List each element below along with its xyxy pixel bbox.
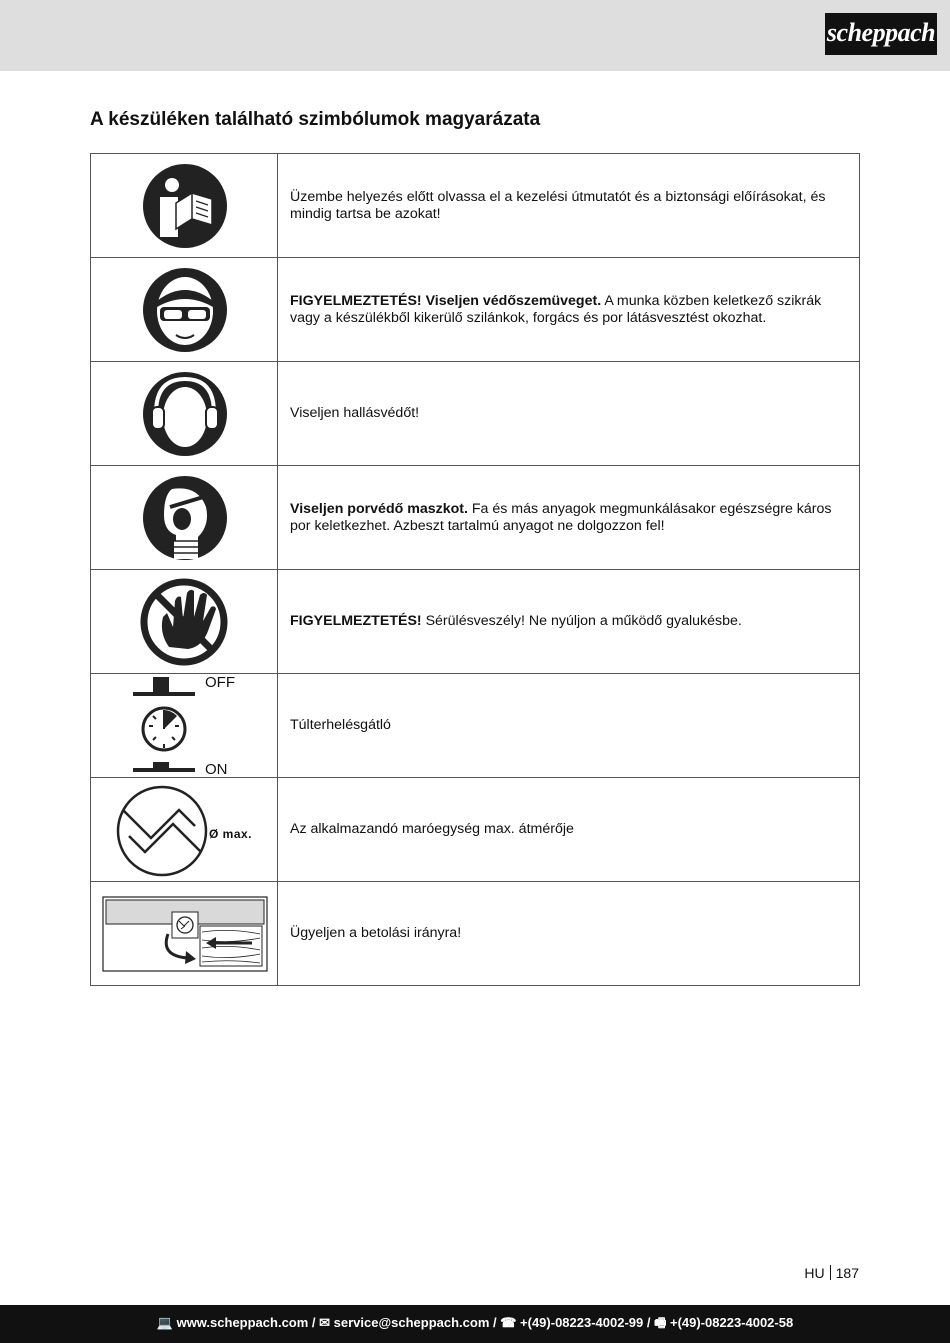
- symbol-table: [90, 153, 860, 986]
- table-row: [91, 154, 860, 258]
- page-title: A készüléken található szimbólumok magyarázata: [90, 109, 541, 130]
- row-1-text: Üzembe helyezés előtt olvassa el a kezelési útmutatót és a biztonsági előírásokat, és mindig tartsa be azokat!: [290, 188, 826, 222]
- row-2-text: A munka közben keletkező szikrák vagy a készülékből kikerülő szilánkok, forgács és por látásvesztést okozhat.: [290, 292, 822, 326]
- table-row: [91, 882, 860, 986]
- table-row: [91, 570, 860, 674]
- table-row: [91, 362, 860, 466]
- table-row: [91, 778, 860, 882]
- dmax-label: Ø max.: [209, 827, 253, 841]
- header-bar: [0, 0, 950, 71]
- safety-goggles-icon: [142, 267, 228, 353]
- row-2-bold: FIGYELMEZTETÉS! Viseljen védőszemüveget.: [290, 292, 602, 309]
- row-3-text: Viseljen hallásvédőt!: [290, 405, 420, 421]
- row-6-text: Túlterhelésgátló: [290, 717, 391, 733]
- row-4-text: Fa és más anyagok megmunkálásakor egészségre káros por keletkezhet. Azbeszt tartalmú anyagot ne dolgozzon fel!: [290, 500, 832, 534]
- footer-contact-text: 💻 www.scheppach.com / ✉ service@scheppach.com / ☎ +(49)-08223-4002-99 / 🖷 +(49)-08223-4002-58: [156, 1315, 794, 1330]
- ear-protection-icon: [142, 371, 228, 457]
- read-manual-icon: [142, 163, 228, 249]
- row-5-bold: FIGYELMEZTETÉS!: [290, 613, 422, 629]
- row-5-text: Sérülésveszély! Ne nyúljon a működő gyalukésbe.: [421, 613, 742, 629]
- overload-protection-icon: [131, 674, 201, 778]
- table-row: [91, 466, 860, 570]
- row-8-text: Ügyeljen a betolási irányra!: [290, 925, 462, 941]
- brand-logo: scheppach: [825, 13, 937, 55]
- page-lang: HU: [804, 1265, 825, 1281]
- dust-mask-icon: [142, 475, 228, 561]
- page-separator: [830, 1265, 831, 1280]
- table-row: [91, 674, 860, 778]
- off-label: OFF: [205, 674, 235, 691]
- footer-bar: [0, 1305, 950, 1343]
- on-label: ON: [205, 761, 228, 778]
- row-4-bold: Viseljen porvédő maszkot.: [290, 500, 468, 517]
- row-7-text: Az alkalmazandó maróegység max. átmérője: [290, 821, 574, 837]
- cutter-diameter-icon: [115, 784, 209, 878]
- table-row: [91, 258, 860, 362]
- feed-direction-icon: [102, 896, 268, 972]
- page-number: [804, 1265, 859, 1281]
- page-number-value: 187: [835, 1265, 859, 1281]
- no-hand-icon: [139, 577, 229, 667]
